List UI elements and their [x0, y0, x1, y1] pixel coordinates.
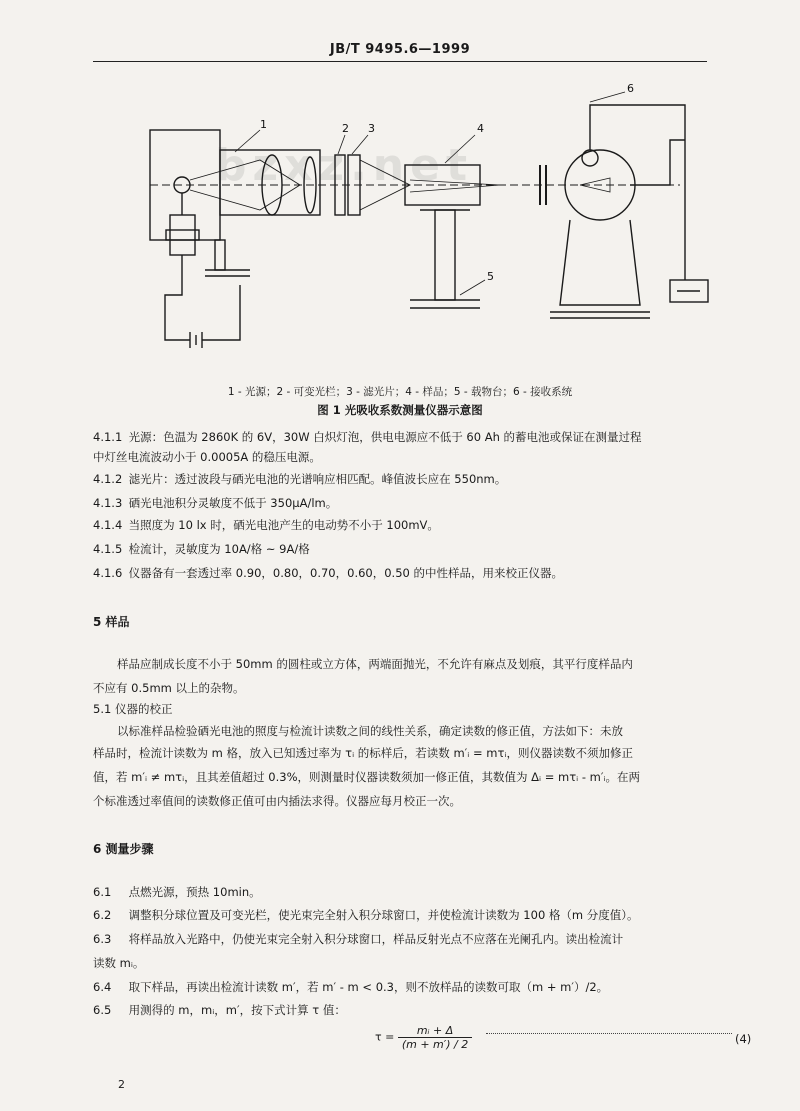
apparatus-diagram — [120, 80, 710, 380]
label-5: 5 — [487, 270, 494, 283]
section-6-heading: 6 测量步骤 — [93, 842, 154, 856]
section-5-1-line-1: 以标准样品检验硒光电池的照度与检流计读数之间的线性关系，确定读数的修正值，方法如下：未放 — [117, 724, 623, 738]
figure-legend: 1 - 光源；2 - 可变光栏；3 - 滤光片；4 - 样品；5 - 载物台；6 - 接收系统 — [227, 386, 573, 398]
section-5-para-line-2: 不应有 0.5mm 以上的杂物。 — [93, 681, 245, 695]
item-6-3-cont: 读数 mᵢ。 — [93, 956, 145, 970]
item-6-1: 6.1 点燃光源，预热 10min。 — [93, 885, 261, 899]
label-6: 6 — [627, 82, 634, 95]
section-5-para-line-1: 样品应制成长度不小于 50mm 的圆柱或立方体，两端面抛光，不允许有麻点及划痕，其平行度样品内 — [117, 657, 633, 671]
item-4-1-6: 4.1.6 仪器备有一套透过率 0.90，0.80，0.70，0.60，0.50 的中性样品，用来校正仪器。 — [93, 566, 563, 580]
item-4-1-5: 4.1.5 检流计，灵敏度为 10A/格 ~ 9A/格 — [93, 542, 310, 556]
section-5-heading: 5 样品 — [93, 615, 130, 629]
label-2: 2 — [342, 122, 349, 135]
item-6-3: 6.3 将样品放入光路中，仍使光束完全射入积分球窗口，样品反射光点不应落在光阑孔内。读出检流计 — [93, 932, 624, 946]
formula-leader-dots — [486, 1033, 732, 1034]
label-4: 4 — [477, 122, 484, 135]
item-4-1-4: 4.1.4 当照度为 10 lx 时，硒光电池产生的电动势不小于 100mV。 — [93, 518, 439, 532]
page-number: 2 — [118, 1078, 125, 1091]
section-5-1-line-2: 样品时，检流计读数为 m 格，放入已知透过率为 τᵢ 的标样后，若读数 m′ᵢ = mτᵢ，则仪器读数不须加修正 — [93, 746, 633, 760]
item-4-1-3: 4.1.3 硒光电池积分灵敏度不低于 350μA/lm。 — [93, 496, 338, 510]
formula-numerator: mᵢ + Δ — [398, 1024, 472, 1038]
item-6-2: 6.2 调整积分球位置及可变光栏，使光束完全射入积分球窗口，并使检流计读数为 100 格（m 分度值）。 — [93, 908, 639, 922]
item-4-1-1-cont: 中灯丝电流波动小于 0.0005A 的稳压电源。 — [93, 450, 321, 464]
item-6-5: 6.5 用测得的 m，mᵢ，m′，按下式计算 τ 值： — [93, 1003, 346, 1017]
label-3: 3 — [368, 122, 375, 135]
equation-number: (4) — [735, 1032, 752, 1046]
formula-denominator: (m + m′) / 2 — [401, 1038, 469, 1051]
figure-title: 图 1 光吸收系数测量仪器示意图 — [317, 403, 483, 417]
item-6-4: 6.4 取下样品，再读出检流计读数 m′，若 m′ - m < 0.3，则不放样品的读数可取（m + m′）/2。 — [93, 980, 609, 994]
formula-lhs: τ = — [375, 1030, 395, 1044]
section-5-1-line-4: 个标准透过率值间的读数修正值可由内插法求得。仪器应每月校正一次。 — [93, 794, 461, 808]
formula-fraction — [398, 1024, 472, 1051]
label-1: 1 — [260, 118, 267, 131]
item-4-1-2: 4.1.2 滤光片：透过波段与硒光电池的光谱响应相匹配。峰值波长应在 550nm。 — [93, 472, 507, 486]
item-4-1-1: 4.1.1 光源：色温为 2860K 的 6V，30W 白炽灯泡，供电电源应不低于 60 Ah 的蓄电池或保证在测量过程 — [93, 430, 642, 444]
section-5-1-line-3: 值，若 m′ᵢ ≠ mτᵢ，且其差值超过 0.3%，则测量时仪器读数须加一修正值，其数值为 Δᵢ = mτᵢ - m′ᵢ。在两 — [93, 770, 641, 784]
formula-4 — [375, 1024, 472, 1051]
standard-header: JB/T 9495.6—1999 — [329, 42, 471, 57]
section-5-1-heading: 5.1 仪器的校正 — [93, 702, 173, 716]
watermark: bzxz.net — [215, 140, 474, 191]
header-rule — [93, 61, 707, 62]
